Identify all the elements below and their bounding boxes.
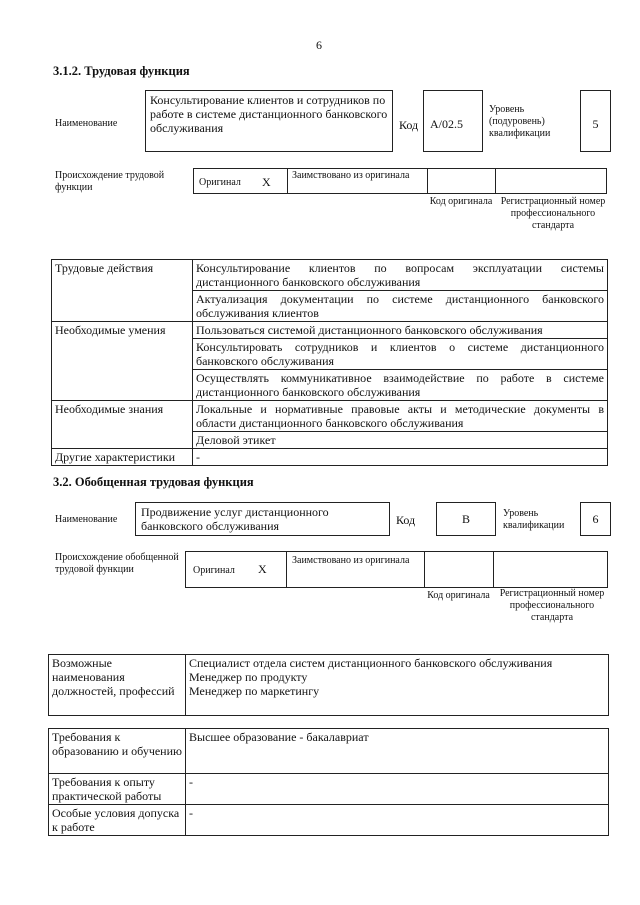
knowledge-label: Необходимые знания [52,401,193,449]
code-label-312: Код [399,118,419,132]
original-label-312: Оригинал [199,177,241,188]
level-value-32: 6 [592,512,599,526]
code-value-32: B [461,512,470,526]
education-value: Высшее образование - бакалавриат [186,729,609,774]
name-value-312: Консультирование клиентов и сотрудников по работе в системе дистанционного банковского обслуживания [150,93,388,135]
code-value-312: А/02.5 [430,117,463,131]
level-label-312: Уровень (подуровень) квалификации [489,104,551,139]
experience-label: Требования к опыту практической работы [49,774,186,805]
name-value-box-32 [135,502,390,536]
code-label-32: Код [396,513,416,527]
skill-item: Осуществлять коммуникативное взаимодействие по работе в системе дистанционного банковского обслуживания [193,370,608,401]
labor-actions-label: Трудовые действия [52,260,193,322]
positions-label: Возможные наименования должностей, профессий [49,655,186,716]
name-label-32: Наименование [55,514,118,525]
knowledge-item: Локальные и нормативные правовые акты и методические документы в области дистанционного банковского обслуживания [193,401,608,432]
section-heading-312: 3.1.2. Трудовая функция [53,64,190,78]
code-value-box-312 [423,90,483,152]
education-label: Требования к образованию и обучению [49,729,186,774]
skill-item: Пользоваться системой дистанционного банковского обслуживания [193,322,608,339]
conditions-label: Особые условия допуска к работе [49,805,186,836]
original-label-32: Оригинал [193,565,235,576]
section-heading-32: 3.2. Обобщенная трудовая функция [53,475,254,489]
name-value-box-312 [145,90,393,152]
name-label-312: Наименование [55,118,118,129]
level-value-312: 5 [592,117,599,131]
divider [495,168,496,194]
borrowed-label-312: Заимствовано из оригинала [292,170,410,181]
reg-number-label-312: Регистрационный номер профессионального стандарта [500,196,606,231]
page-number: 6 [316,38,322,52]
code-value-box-32 [436,502,496,536]
position-item: Менеджер по продукту [189,670,308,684]
divider [493,551,494,588]
positions-table [48,654,609,716]
other-value: - [193,449,608,466]
origin-label-312: Происхождение трудовой функции [55,170,165,193]
code-original-label-312: Код оригинала [429,196,493,207]
labor-function-table [51,259,608,466]
other-label: Другие характеристики [52,449,193,466]
positions-list [186,655,609,716]
name-value-32: Продвижение услуг дистанционного банковского обслуживания [141,505,329,533]
reg-number-label-32: Регистрационный номер профессионального стандарта [499,588,605,623]
knowledge-item: Деловой этикет [193,432,608,449]
code-original-label-32: Код оригинала [427,590,490,601]
position-item: Специалист отдела систем дистанционного банковского обслуживания [189,656,553,670]
requirements-table [48,728,609,836]
skills-label: Необходимые умения [52,322,193,401]
original-mark-32: X [258,562,267,576]
skill-item: Консультировать сотрудников и клиентов о системе дистанционного банковского обслуживания [193,339,608,370]
conditions-value: - [186,805,609,836]
origin-label-32: Происхождение обобщенной трудовой функции [55,552,179,575]
position-item: Менеджер по маркетингу [189,684,320,698]
borrowed-label-32: Заимствовано из оригинала [292,555,410,566]
divider [427,168,428,194]
divider [286,551,287,588]
original-mark-312: X [262,175,271,189]
divider [424,551,425,588]
level-label-32: Уровень квалификации [503,508,565,531]
level-value-box-312 [580,90,611,152]
labor-action-item: Актуализация документации по системе дистанционного банковского обслуживания клиентов [193,291,608,322]
level-value-box-32 [580,502,611,536]
labor-action-item: Консультирование клиентов по вопросам эксплуатации системы дистанционного банковского обслуживания [193,260,608,291]
divider [287,168,288,194]
experience-value: - [186,774,609,805]
